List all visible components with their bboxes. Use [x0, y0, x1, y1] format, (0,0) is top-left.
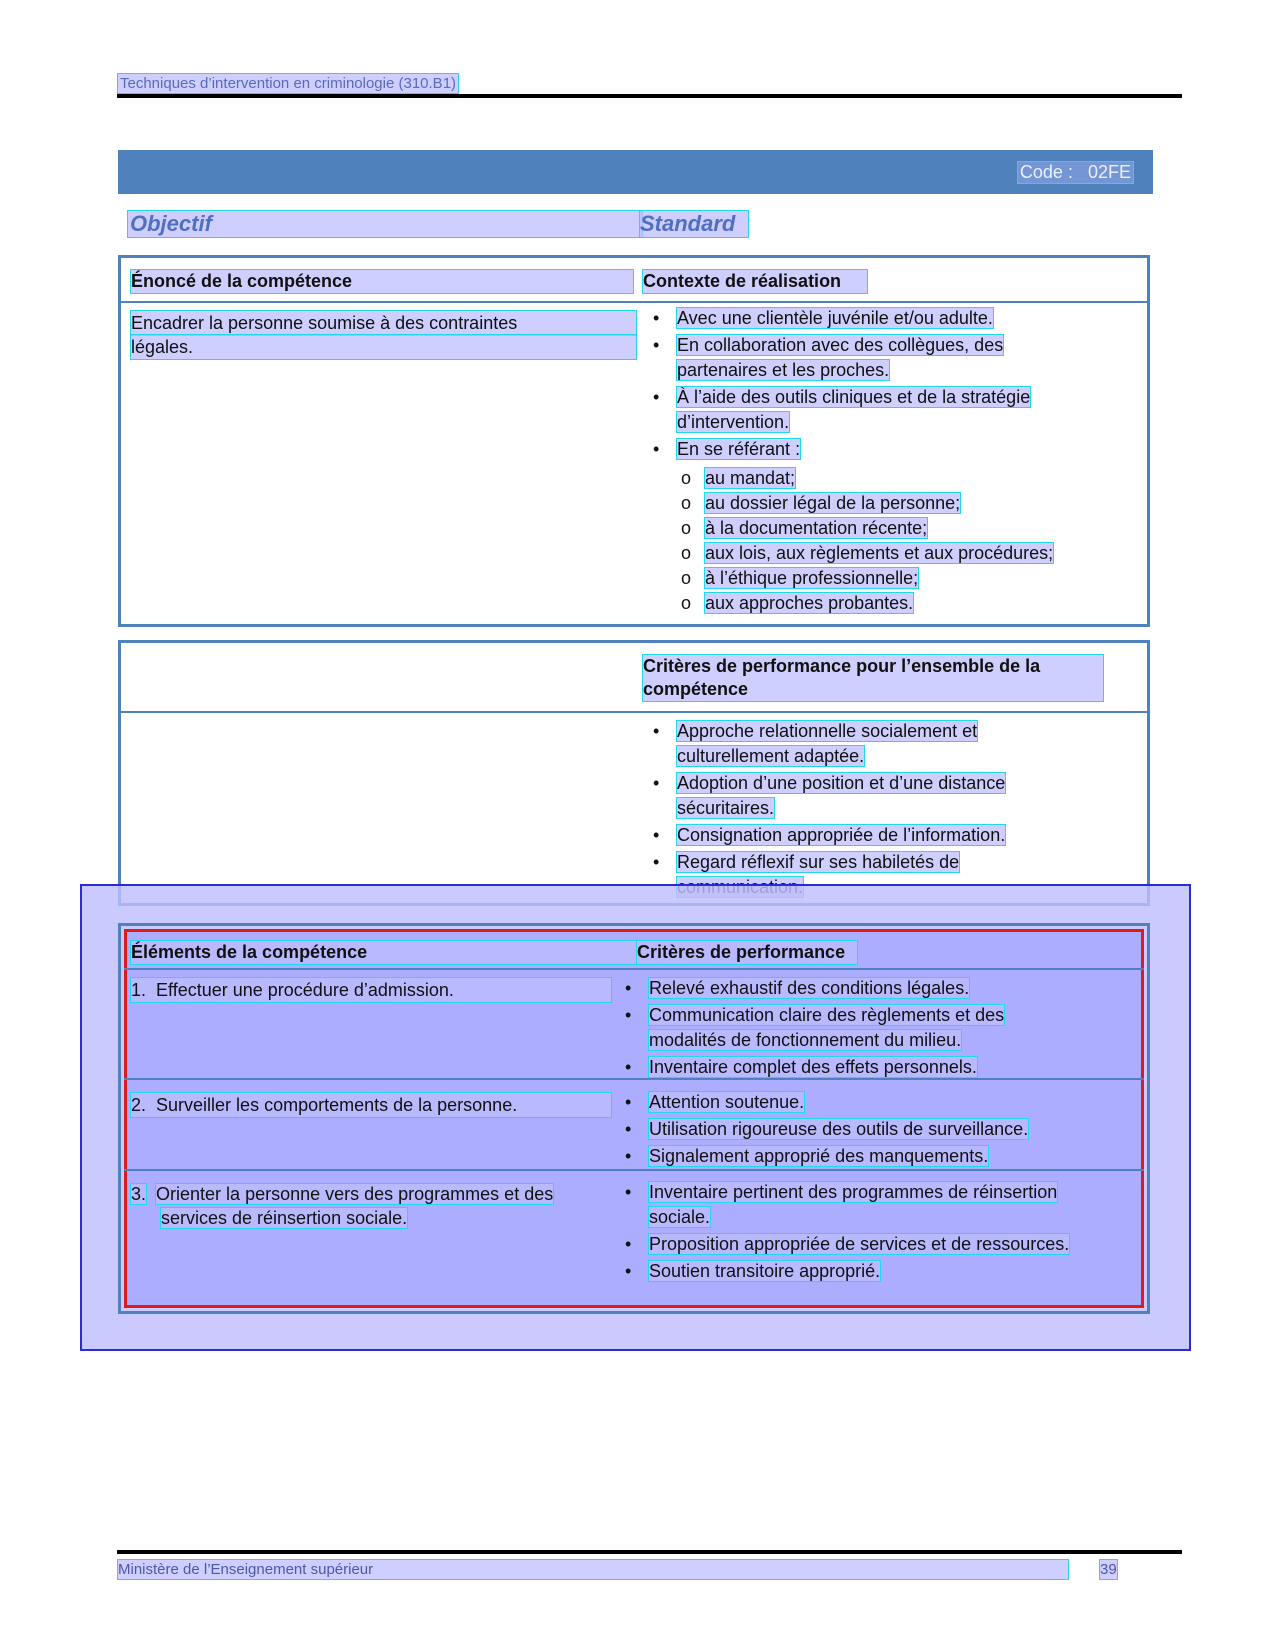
criteria-list — [615, 1090, 1085, 1171]
element-number: 2. — [131, 1095, 147, 1115]
code-bar — [118, 150, 1153, 194]
list-item: • Utilisation rigoureuse des outils de surveillance. — [615, 1117, 1085, 1142]
element-number: 1. — [131, 980, 147, 1000]
list-item: • Consignation appropriée de l’information. — [643, 823, 1073, 848]
code-label: Code : — [1019, 162, 1073, 182]
criteria-list — [615, 1180, 1105, 1286]
sub-bullet-icon: o — [681, 493, 692, 513]
criteria-list — [615, 976, 1085, 1082]
list-item: • En se référant : — [643, 437, 1093, 462]
bullet-icon: • — [653, 773, 660, 793]
bullet-icon: • — [625, 1234, 632, 1254]
global-criteria-box — [118, 640, 1150, 906]
list-item: • Regard réflexif sur ses habiletés de — [643, 850, 1073, 900]
list-item: • Attention soutenue. — [615, 1090, 1085, 1115]
sub-bullet-icon: o — [681, 518, 692, 538]
sub-bullet-icon: o — [681, 543, 692, 563]
row-divider — [124, 1078, 1144, 1080]
list-item: • À l’aide des outils cliniques et de la stratégie d’intervention. — [653, 387, 1031, 432]
list-item: • Soutien transitoire approprié. — [615, 1259, 1105, 1284]
bullet-icon: • — [625, 1005, 632, 1025]
list-item: • En collaboration avec des collègues, des partenaires et les proches. — [653, 335, 1004, 380]
header-rule — [117, 94, 1182, 98]
page-number: 39 — [1100, 1561, 1117, 1578]
list-item: o à la documentation récente; — [643, 516, 1123, 541]
footer-rule — [117, 1550, 1182, 1554]
sub-bullet-icon: o — [681, 468, 692, 488]
element-text: Effectuer une procédure d’admission. — [156, 980, 454, 1000]
list-item: • Signalement approprié des manquements. — [615, 1144, 1085, 1169]
list-item: • Communication claire des règlements et des modalités de fonctionnement du milieu. — [625, 1005, 1005, 1050]
bullet-icon: • — [653, 852, 660, 872]
bullet-icon: • — [625, 978, 632, 998]
heading-divider — [121, 711, 1147, 713]
competence-box — [118, 255, 1150, 627]
context-sublist — [643, 466, 1123, 618]
bullet-icon: • — [625, 1057, 632, 1077]
context-heading: Contexte de réalisation — [643, 270, 867, 293]
heading-divider — [124, 968, 1144, 970]
footer-ministry: Ministère de l’Enseignement supérieur — [118, 1560, 1068, 1579]
standard-label: Standard — [640, 211, 748, 237]
list-item: o au mandat; — [643, 466, 1123, 491]
bullet-icon: • — [625, 1182, 632, 1202]
global-criteria-list — [643, 719, 1073, 902]
list-item: • Proposition appropriée de services et de ressources. — [615, 1232, 1105, 1257]
heading-divider — [121, 301, 1147, 303]
bullet-icon: • — [653, 439, 660, 459]
list-item: o aux approches probantes. — [643, 591, 1123, 616]
element-text: Surveiller les comportements de la personne. — [156, 1095, 518, 1115]
list-item: • Inventaire pertinent des programmes de réinsertion sociale. — [625, 1182, 1058, 1227]
list-item: • Approche relationnelle socialement et culturellement adaptée. — [653, 721, 978, 766]
elements-table — [124, 929, 1144, 1308]
element-row — [131, 1093, 611, 1117]
element-number: 3. — [131, 1184, 147, 1204]
row-divider — [124, 1169, 1144, 1171]
bullet-icon: • — [653, 335, 660, 355]
element-text: Orienter la personne vers des programmes et des services de réinsertion sociale. — [156, 1184, 554, 1228]
objective-label: Objectif — [128, 211, 642, 237]
sub-bullet-icon: o — [681, 568, 692, 588]
performance-criteria-heading: Critères de performance — [637, 941, 857, 964]
competence-statement-heading: Énoncé de la compétence — [131, 270, 633, 293]
list-item: • Avec une clientèle juvénile et/ou adulte. — [643, 306, 1093, 331]
list-item: • Relevé exhaustif des conditions légales. — [615, 976, 1085, 1001]
sub-bullet-icon: o — [681, 593, 692, 613]
bullet-icon: • — [653, 387, 660, 407]
code-value: 02FE — [1087, 162, 1131, 182]
bullet-icon: • — [625, 1261, 632, 1281]
list-item: o aux lois, aux règlements et aux procédures; — [643, 541, 1123, 566]
bullet-icon: • — [625, 1146, 632, 1166]
bullet-icon: • — [653, 825, 660, 845]
elements-box — [118, 923, 1150, 1314]
bullet-icon: • — [653, 308, 660, 328]
competence-statement-line: Encadrer la personne soumise à des contraintes — [131, 311, 636, 335]
bullet-icon: • — [653, 721, 660, 741]
list-item: • Adoption d’une position et d’une distance sécuritaires. — [653, 773, 1006, 818]
list-item: o à l’éthique professionnelle; — [643, 566, 1123, 591]
element-row — [131, 978, 611, 1002]
competency-code — [1018, 162, 1133, 183]
global-criteria-heading: Critères de performance pour l’ensemble de la compétence — [643, 655, 1103, 701]
list-item: • Inventaire complet des effets personnels. — [615, 1055, 1085, 1080]
document-header: Techniques d’intervention en criminologie (310.B1) — [120, 75, 457, 92]
element-row — [131, 1182, 621, 1230]
elements-heading: Éléments de la compétence — [131, 941, 636, 964]
context-list — [643, 306, 1093, 464]
bullet-icon: • — [625, 1092, 632, 1112]
list-item: o au dossier légal de la personne; — [643, 491, 1123, 516]
competence-statement-line: légales. — [131, 335, 636, 359]
bullet-icon: • — [625, 1119, 632, 1139]
